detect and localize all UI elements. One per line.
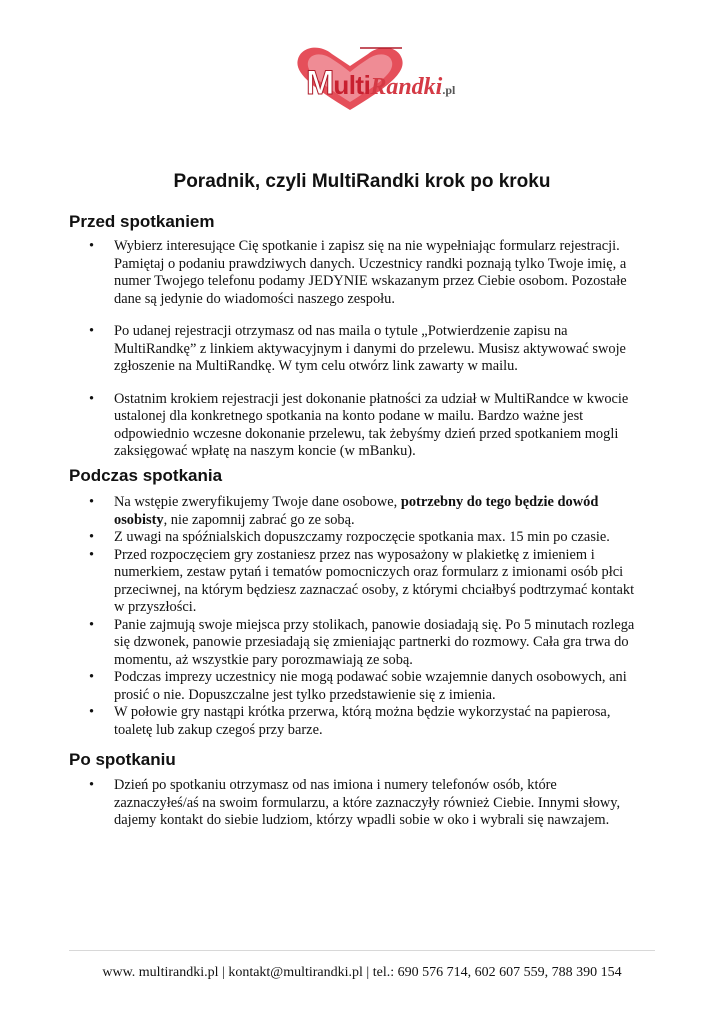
- list-po-spotkaniu: [0, 777, 644, 830]
- list-item: • Po udanej rejestracji otrzymasz od nas maila o tytule „Potwierdzenie zapisu na MultiRandkę” z linkiem aktywacyjnym i danymi do przelewu. Musisz aktywować swoje zgłoszenie na MultiRandkę. W tym celu otwórz link zawarty w mailu.: [0, 323, 644, 376]
- list-przed-spotkaniem: [0, 238, 644, 476]
- logo-wordmark: [306, 64, 455, 103]
- list-item: • Ostatnim krokiem rejestracji jest dokonanie płatności za udział w MultiRandce w kwocie ustalonej dla konkretnego spotkania na konto podane w mailu. Bardzo ważne jest odpowiednio wczesne dokonanie przelewu, tak żebyśmy dzień przed spotkaniem mogli zaksięgować wpłatę na naszym koncie (w mBanku).: [0, 391, 644, 461]
- list-item: • Dzień po spotkaniu otrzymasz od nas imiona i numery telefonów osób, które zaznaczyłeś/aś na swoim formularzu, a które zaznaczyły również Ciebie. Innymi słowy, dajemy kontakt do siebie ludziom, którzy wpadli sobie w oko i wybrali się nawzajem.: [0, 777, 644, 830]
- logo-randki: Randki: [370, 74, 443, 100]
- section-heading-podczas: Podczas spotkania: [69, 466, 223, 485]
- list-podczas-spotkania: [0, 494, 644, 739]
- multirandki-logo: [290, 44, 456, 114]
- list-item: [0, 494, 644, 529]
- list-item: • Wybierz interesujące Cię spotkanie i zapisz się na nie wypełniając formularz rejestracji. Pamiętaj o podaniu prawdziwych danych. Uczestnicy randki poznają tylko Twoje imię, a numer Twojego telefonu podamy JEDYNIE wskazanym przez Ciebie osobom. Pozostałe dane są jedynie do wiadomości naszego zespołu.: [0, 238, 644, 308]
- logo-ulti: ulti: [333, 70, 371, 100]
- logo-letter-m: M: [306, 64, 334, 102]
- list-item: • Przed rozpoczęciem gry zostaniesz przez nas wyposażony w plakietkę z imieniem i numerkiem, zestaw pytań i tematów pomocniczych oraz formularz z imionami osób płci przeciwnej, na którym będziesz zaznaczać osoby, z którymi chciałbyś podtrzymać kontakt w przyszłości.: [0, 547, 644, 617]
- item-text: , nie zapomnij zabrać go ze sobą.: [163, 511, 355, 528]
- logo-tld: .pl: [442, 83, 456, 97]
- list-item: • W połowie gry nastąpi krótka przerwa, którą można będzie wykorzystać na papierosa, toaletę lub zakup czegoś przy barze.: [0, 704, 644, 739]
- section-heading-po: Po spotkaniu: [69, 750, 176, 769]
- footer-contact: www. multirandki.pl | kontakt@multirandki.pl | tel.: 690 576 714, 602 607 559, 788 390 154: [102, 965, 622, 980]
- item-bold-text: potrzebny do tego będzie dowód osobisty: [114, 494, 599, 528]
- footer-divider: [69, 950, 655, 951]
- page-title: Poradnik, czyli MultiRandki krok po kroku: [173, 171, 551, 192]
- item-text: Na wstępie zweryfikujemy Twoje dane osobowe,: [114, 494, 401, 510]
- list-item: • Z uwagi na spóźnialskich dopuszczamy rozpoczęcie spotkania max. 15 min po czasie.: [0, 529, 644, 547]
- list-item: • Podczas imprezy uczestnicy nie mogą podawać sobie wzajemnie danych osobowych, ani prosić o nie. Dopuszczalne jest tylko przedstawienie się z imienia.: [0, 669, 644, 704]
- section-heading-przed: Przed spotkaniem: [69, 212, 215, 231]
- list-item: • Panie zajmują swoje miejsca przy stolikach, panowie dosiadają się. Po 5 minutach rozlega się dzwonek, panowie przesiadają się zmieniając partnerki do rozmowy. Cała gra trwa do momentu, aż wszystkie pary porozmawiają ze sobą.: [0, 617, 644, 670]
